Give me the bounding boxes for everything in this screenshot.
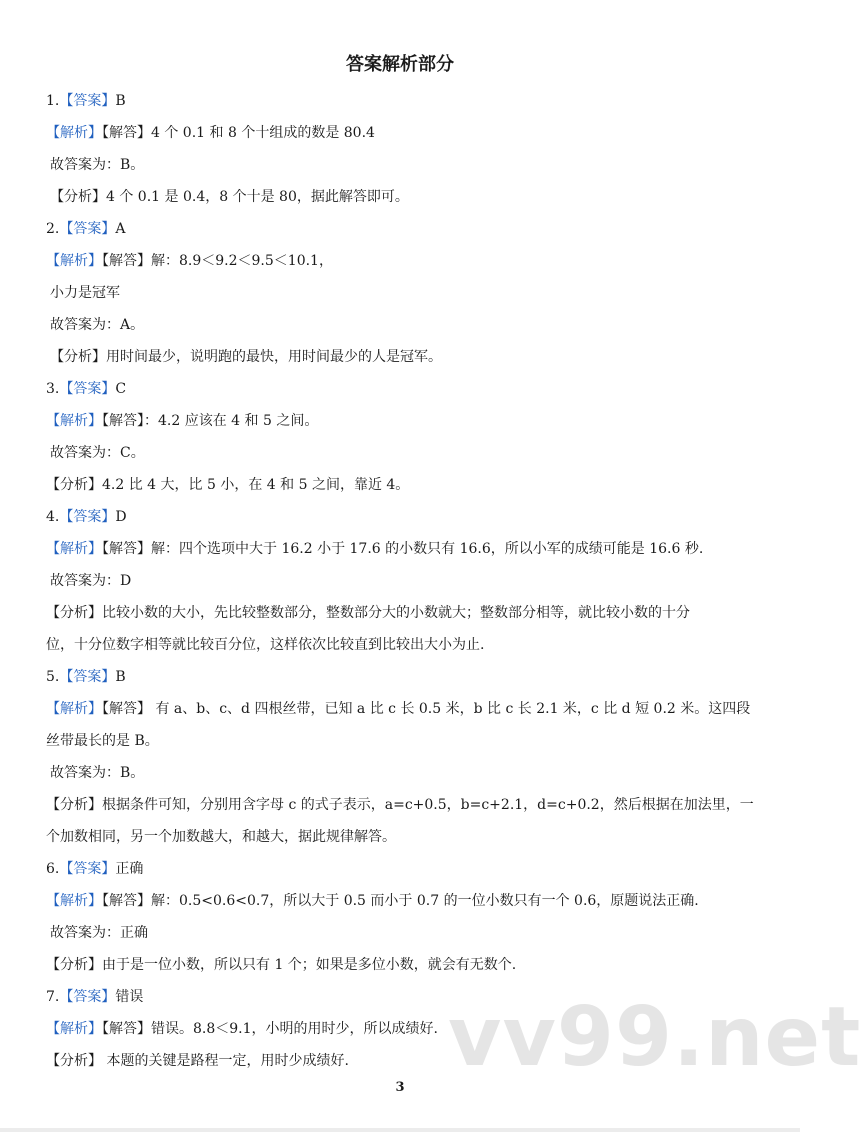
analysis-tag: 【解析】 [46,701,102,717]
analysis-tag: 【解析】 [46,893,102,909]
answer-tag: 【答案】 [59,93,116,109]
answer-text: B [115,93,126,109]
analysis-text: 【解答】解：四个选项中大于 16.2 小于 17.6 的小数只有 16.6，所以小军的成绩可能是 16.6 秒. [102,541,704,557]
reasoning-line-3: 【分析】4.2 比 4 大，比 5 小，在 4 和 5 之间，靠近 4。 [46,477,410,493]
answer-text: 错误 [115,989,144,1005]
analysis-continuation-2: 小力是冠军 [50,285,120,301]
analysis-line-6 [46,891,699,911]
reasoning-line-4: 【分析】比较小数的大小，先比较整数部分，整数部分大的小数就大；整数部分相等，就比较小数的十分 [46,605,690,621]
analysis-line-7 [46,1019,438,1039]
answer-tag: 【答案】 [59,669,116,685]
analysis-continuation-5: 丝带最长的是 B。 [46,733,159,749]
question-number: 3. [46,381,60,397]
analysis-tag: 【解析】 [46,253,102,269]
analysis-text: 【解答】错误。8.8＜9.1，小明的用时少，所以成绩好. [102,1021,438,1037]
analysis-line-2 [46,251,333,271]
answer-text: C [115,381,127,397]
answer-line-2 [46,219,125,239]
reasoning-line-7: 【分析】 本题的关键是路程一定，用时少成绩好. [46,1053,349,1069]
answer-line-5 [46,667,126,687]
answer-tag: 【答案】 [59,861,116,877]
reasoning-line-5: 【分析】根据条件可知，分别用含字母 c 的式子表示，a=c+0.5，b=c+2.1，d=c+0.2，然后根据在加法里，一 [46,797,754,813]
answer-text: A [115,221,126,237]
conclusion-line-3: 故答案为：C。 [50,445,145,461]
analysis-text: 【解答】：4.2 应该在 4 和 5 之间。 [102,413,319,429]
question-number: 1. [46,93,60,109]
analysis-tag: 【解析】 [46,413,102,429]
question-number: 4. [46,509,60,525]
conclusion-line-5: 故答案为：B。 [50,765,145,781]
reasoning-line-2: 【分析】用时间最少，说明跑的最快，用时间最少的人是冠军。 [50,349,442,365]
page-title: 答案解析部分 [346,54,454,75]
analysis-tag: 【解析】 [46,1021,102,1037]
watermark: vv99.net [448,990,861,1085]
conclusion-line-1: 故答案为：B。 [50,157,145,173]
reasoning-line-1: 【分析】4 个 0.1 是 0.4，8 个十是 80，据此解答即可。 [50,189,409,205]
answer-text: 正确 [115,861,144,877]
conclusion-line-2: 故答案为：A。 [50,317,145,333]
analysis-text: 【解答】 有 a、b、c、d 四根丝带，已知 a 比 c 长 0.5 米，b 比 c 长 2.1 米，c 比 d 短 0.2 米。这四段 [102,701,751,717]
analysis-tag: 【解析】 [46,125,102,141]
page-bottom-edge [0,1128,800,1132]
analysis-text: 【解答】4 个 0.1 和 8 个十组成的数是 80.4 [102,125,375,141]
answer-tag: 【答案】 [59,989,116,1005]
analysis-line-3 [46,411,318,431]
analysis-text: 【解答】解：0.5<0.6<0.7，所以大于 0.5 而小于 0.7 的一位小数只有一个 0.6，原题说法正确. [102,893,699,909]
answer-line-6 [46,859,143,879]
analysis-line-1 [46,123,375,143]
answer-tag: 【答案】 [59,509,116,525]
analysis-line-4 [46,539,703,559]
conclusion-line-6: 故答案为：正确 [50,925,148,941]
answer-text: D [115,509,127,525]
question-number: 6. [46,861,60,877]
question-number: 5. [46,669,60,685]
analysis-line-5 [46,699,750,719]
answer-line-1 [46,91,126,111]
reasoning-continuation-5: 个加数相同，另一个加数越大，和越大，据此规律解答。 [46,829,396,845]
reasoning-line-6: 【分析】由于是一位小数，所以只有 1 个；如果是多位小数，就会有无数个. [46,957,517,973]
analysis-text: 【解答】解：8.9＜9.2＜9.5＜10.1， [102,253,333,269]
answer-line-7 [46,987,143,1007]
answer-line-4 [46,507,127,527]
answer-tag: 【答案】 [59,221,116,237]
answer-tag: 【答案】 [59,381,116,397]
reasoning-continuation-4: 位，十分位数字相等就比较百分位，这样依次比较直到比较出大小为止. [46,637,485,653]
conclusion-line-4: 故答案为：D [50,573,132,589]
question-number: 7. [46,989,60,1005]
page-number: 3 [395,1080,405,1095]
analysis-tag: 【解析】 [46,541,102,557]
question-number: 2. [46,221,60,237]
answer-text: B [115,669,126,685]
answer-line-3 [46,379,126,399]
